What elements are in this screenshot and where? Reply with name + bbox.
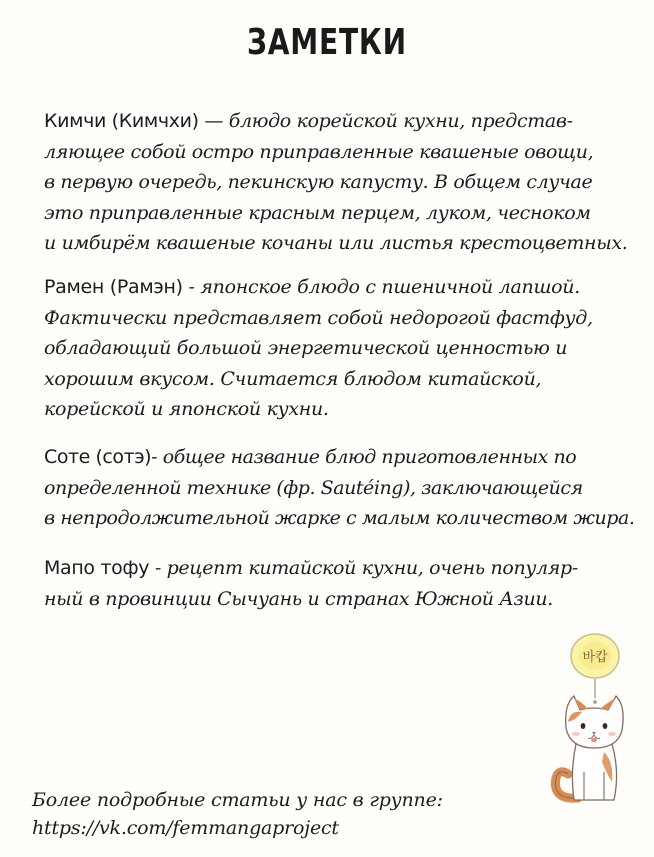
note-text: и имбирём квашеные кочаны или листья крестоцветных.: [44, 232, 628, 254]
cat-figure: [555, 696, 623, 800]
footer-text: Более подробные статьи у нас в группе:: [32, 789, 443, 811]
note-text: это приправленные красным перцем, луком, чесноком: [44, 201, 591, 224]
note-text: - общее название блюд приготовленных по: [151, 446, 577, 468]
note-text: - японское блюдо с пшеничной лапшой.: [182, 276, 580, 298]
note-text: в первую очередь, пекинскую капусту. В общем случае: [44, 171, 593, 193]
group-link[interactable]: https://vk.com/femmangaproject: [32, 817, 339, 839]
cat-mascot-illustration: [548, 622, 648, 822]
note-text: хорошим вкусом. Считается блюдом китайской,: [44, 367, 542, 390]
note-text: ный в провинции Сычуань и странах Южной Азии.: [44, 587, 553, 610]
note-entry-ramen: [44, 272, 634, 425]
note-term: Соте (сотэ): [44, 446, 152, 468]
note-text: — блюдо корейской кухни, представ-: [198, 110, 573, 132]
note-entry-kimchi: [44, 106, 634, 259]
speech-bubble: [571, 634, 619, 704]
note-text: определенной технике (фр. Sautéing), заключающейся: [44, 476, 583, 499]
note-entry-mapo-tofu: [44, 553, 634, 614]
page-title: ЗАМЕТКИ: [247, 22, 407, 63]
note-text: обладающий большой энергетической ценностью и: [44, 337, 568, 359]
note-text: Фактически представляет собой недорогой фастфуд,: [44, 306, 593, 329]
note-term: Кимчи (Кимчхи): [44, 110, 199, 132]
bubble-text: 바캅: [582, 650, 608, 665]
note-term: Рамен (Рамэн): [44, 276, 183, 298]
note-term: Мапо тофу: [44, 557, 150, 579]
footer-note: [32, 786, 443, 842]
note-text: - рецепт китайской кухни, очень популяр-: [149, 557, 578, 579]
note-entry-saute: [44, 442, 634, 534]
note-text: ляющее собой остро приправленные квашеные овощи,: [44, 140, 594, 163]
note-text: в непродолжительной жарке с малым количеством жира.: [44, 507, 635, 529]
note-text: корейской и японской кухни.: [44, 398, 329, 420]
